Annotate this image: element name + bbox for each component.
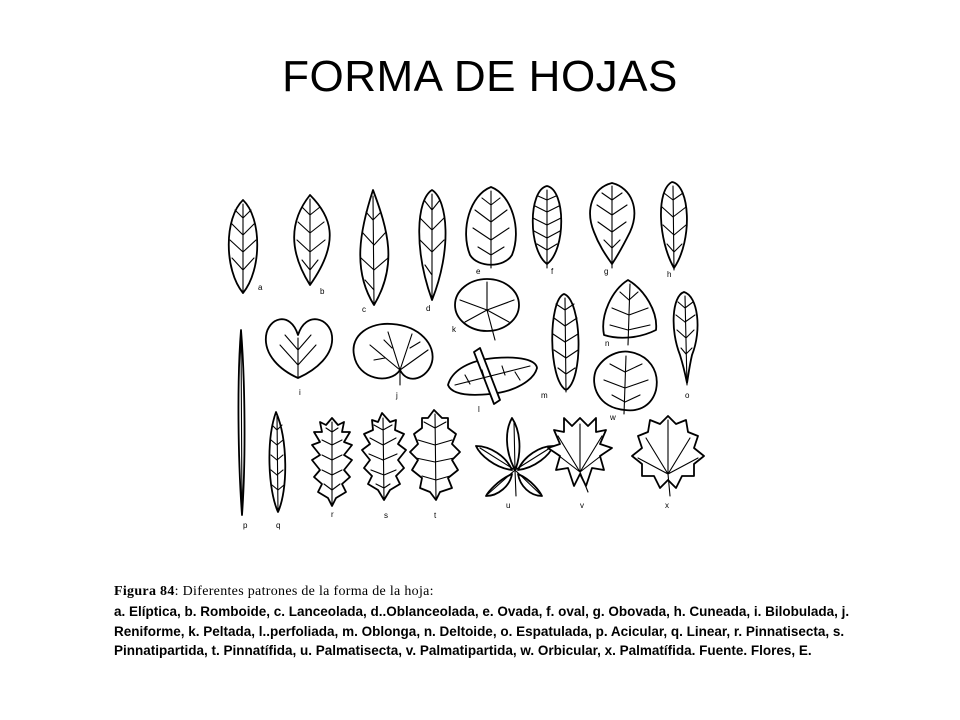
leaf-romboide — [294, 195, 330, 296]
label-w: w — [610, 413, 616, 422]
label-p: p — [243, 521, 248, 530]
leaf-obovada — [590, 183, 634, 276]
figure-title: : Diferentes patrones de la forma de la hoja: — [174, 584, 434, 599]
caption-heading — [114, 583, 854, 601]
leaf-eliptica — [229, 200, 263, 293]
leaf-pinnatisecta — [312, 418, 352, 519]
leaf-bilobulada — [266, 319, 332, 397]
leaf-cuneada — [661, 182, 687, 279]
leaf-oblanceolada — [419, 190, 445, 313]
label-v: v — [580, 501, 584, 510]
leaf-deltoide — [603, 280, 656, 348]
leaf-linear — [269, 412, 285, 530]
leaf-perfoliada — [448, 348, 537, 414]
leaf-espatulada — [674, 292, 698, 400]
leaf-reniforme — [353, 324, 432, 400]
label-g: g — [604, 267, 609, 276]
label-d: d — [426, 304, 431, 313]
label-j: j — [396, 391, 398, 400]
label-h: h — [667, 270, 672, 279]
label-i: i — [299, 388, 301, 397]
leaf-palmatipartida — [548, 418, 612, 510]
slide-title: FORMA DE HOJAS — [282, 52, 678, 101]
label-f: f — [551, 267, 554, 276]
label-b: b — [320, 287, 325, 296]
label-l: l — [478, 405, 480, 414]
label-k: k — [452, 325, 456, 334]
label-t: t — [434, 511, 437, 520]
label-r: r — [331, 510, 334, 519]
leaf-orbicular — [594, 352, 657, 422]
label-a: a — [258, 283, 263, 292]
caption-text: a. Elíptica, b. Romboide, c. Lanceolada, d..Oblanceolada, e. Ovada, f. oval, g. Obovada, h. Cuneada, i. Bilobulada, j. Reniforme, k. Peltada, l..perfoliada, m. Oblonga, n. Deltoide, o. Espatulada, p. Acicular, q. Linear, r. Pinnatisecta, s. Pinnatipartida, t. Pinnatífida, u. Palmatisecta, v. Palmatipartida, w. Orbicular, x. Palmatífida. Fuente. Flores, E. — [114, 604, 850, 658]
label-e: e — [476, 267, 481, 276]
leaf-oval — [533, 186, 562, 276]
leaf-ovada — [466, 187, 516, 276]
leaf-palmatifida — [632, 416, 704, 510]
figure-number: Figura 84 — [114, 584, 175, 599]
label-u: u — [506, 501, 511, 510]
leaf-pinnatipartida — [362, 413, 406, 520]
label-q: q — [276, 521, 281, 530]
label-n: n — [605, 339, 610, 348]
leaf-acicular — [238, 330, 248, 530]
leaf-peltada — [452, 279, 519, 340]
label-x: x — [665, 501, 669, 510]
leaf-pinnatifida — [410, 410, 460, 520]
leaf-lanceolada — [360, 190, 388, 314]
leaf-shapes-figure — [150, 170, 710, 550]
figure-caption — [114, 583, 854, 661]
leaf-oblonga — [541, 294, 579, 400]
leaf-palmatisecta — [476, 418, 553, 510]
label-c: c — [362, 305, 366, 314]
label-s: s — [384, 511, 388, 520]
label-m: m — [541, 391, 548, 400]
label-o: o — [685, 391, 690, 400]
